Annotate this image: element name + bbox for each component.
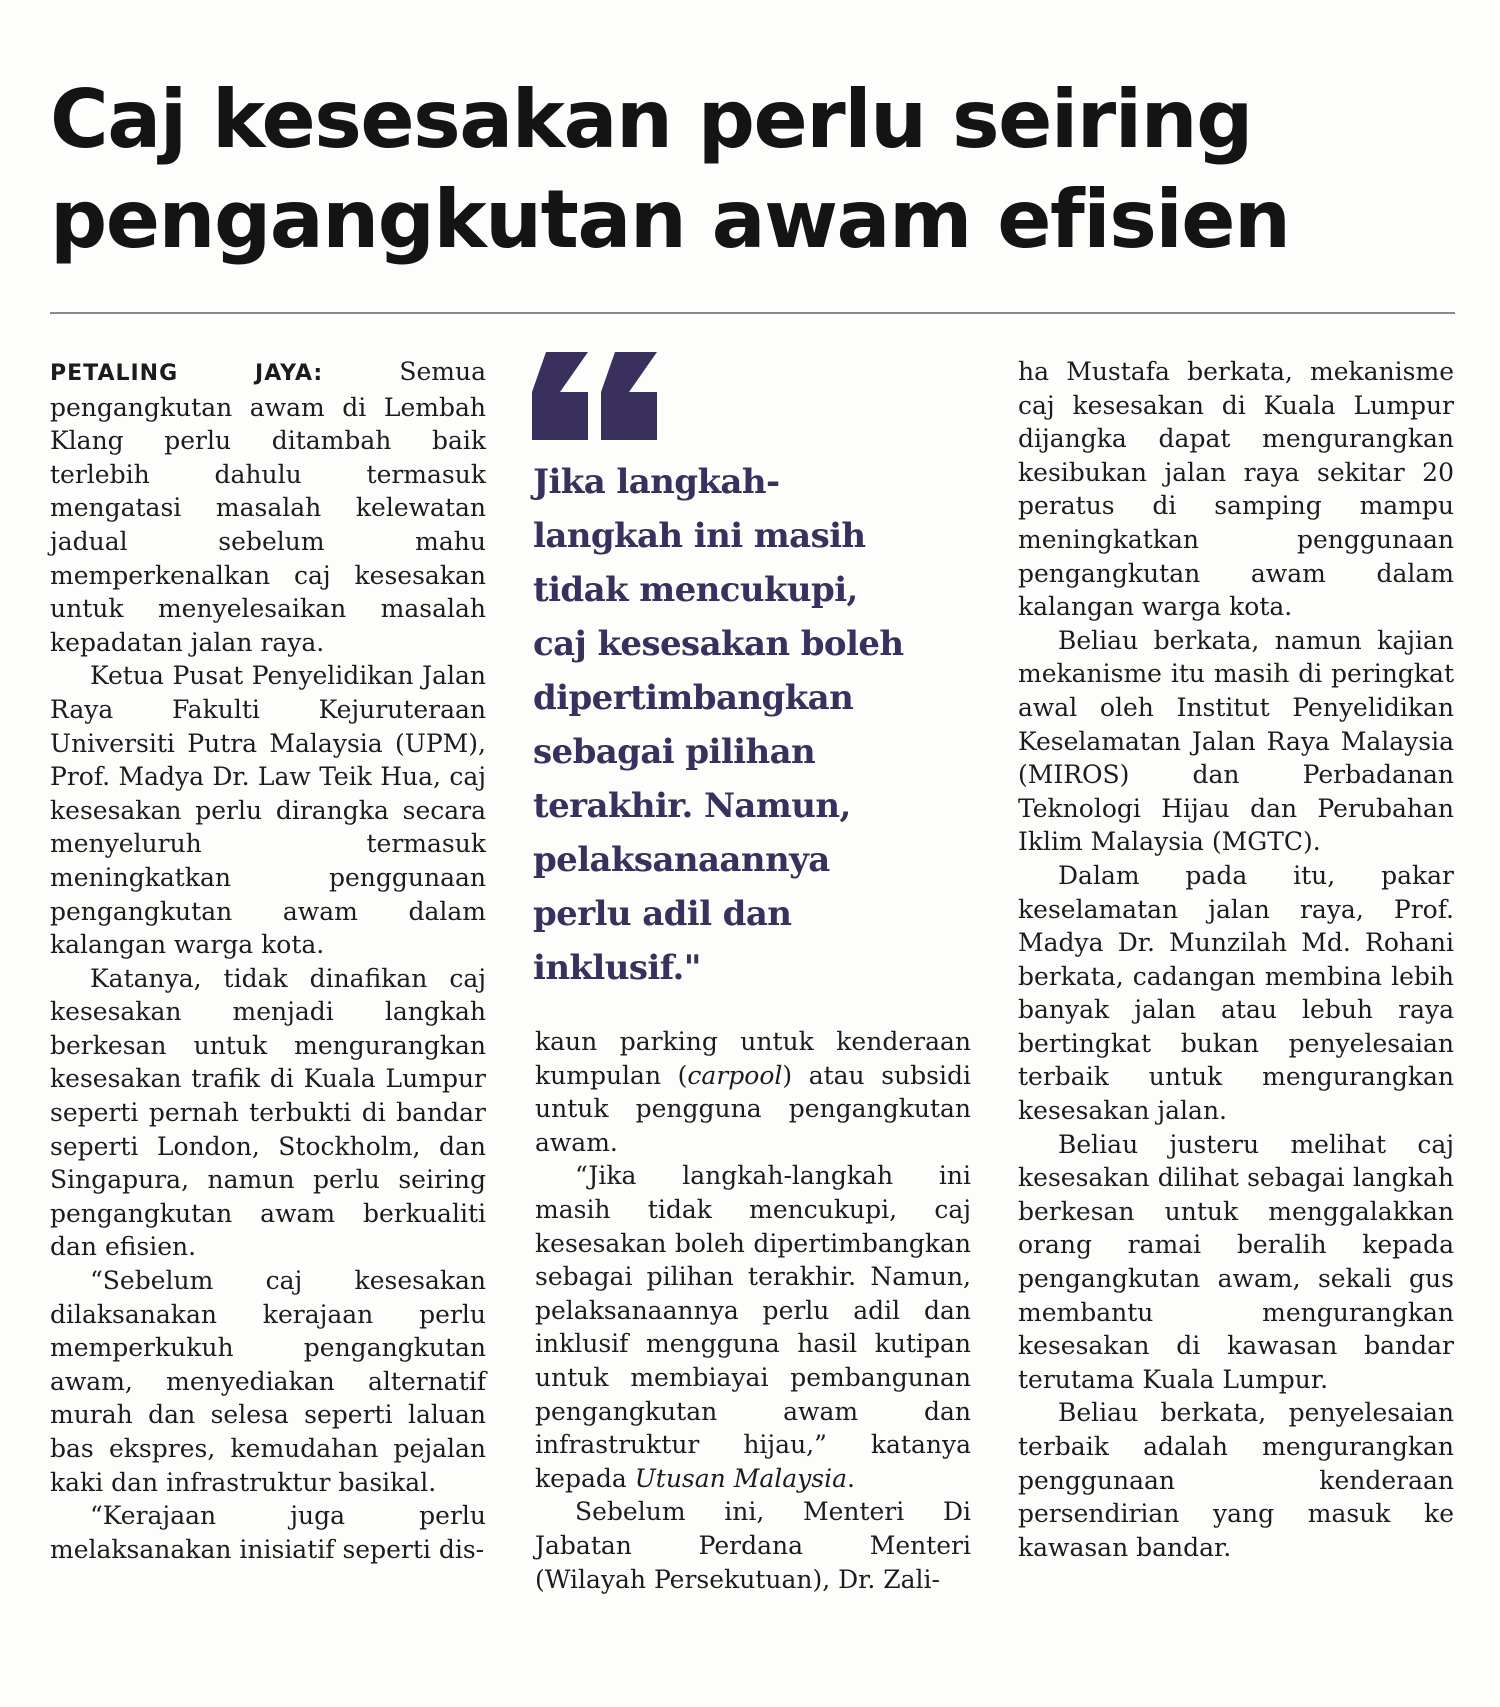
headline: [50, 70, 1460, 270]
pull-quote-line: Jika langkah-: [533, 462, 780, 502]
paragraph-6: [535, 1025, 971, 1159]
pull-quote-line: sebagai pilihan: [533, 732, 816, 772]
paragraph-1: [50, 355, 486, 659]
quote-mark-icon: [532, 352, 657, 440]
paragraph-1-text: Semua pengangkutan awam di Lembah Klang perlu ditambah baik terlebih dahulu termasuk mengatasi masalah kelewatan jadual sebelum mahu memperkenalkan caj kesesakan untuk menyelesaikan masalah kepadatan jalan raya.: [50, 357, 486, 657]
pull-quote-line: inklusif.": [533, 948, 701, 988]
paragraph-9: ha Mustafa berkata, mekanisme caj kesesakan di Kuala Lumpur dijangka dapat mengurangkan kesibukan jalan raya sekitar 20 peratus di samping mampu meningkatkan penggunaan pengangkutan awam dalam kalangan warga kota.: [1018, 357, 1454, 622]
paragraph-2: Ketua Pusat Penyelidikan Jalan Raya Fakulti Kejuruteraan Universiti Putra Malaysia (UPM), Prof. Madya Dr. Law Teik Hua, caj kesesakan perlu dirangka secara menyeluruh termasuk meningkatkan penggunaan pengangkutan awam dalam kalangan warga kota.: [50, 661, 486, 960]
paragraph-8: Sebelum ini, Menteri Di Jabatan Perdana Menteri (Wilayah Persekutuan), Dr. Zali-: [535, 1497, 971, 1594]
headline-divider: [50, 312, 1455, 314]
pull-quote-line: langkah ini masih: [533, 516, 866, 556]
headline-line-1: Caj kesesakan perlu seiring: [50, 73, 1252, 166]
paragraph-7-text: “Jika langkah-langkah ini masih tidak mencukupi, caj kesesakan boleh dipertimbangkan sebagai pilihan terakhir. Namun, pelaksanaannya perlu adil dan inklusif mengguna hasil kutipan untuk membiayai pembangunan pengangkutan awam dan infrastruktur hijau,” katanya kepada: [535, 1161, 971, 1493]
dateline: PETALING JAYA:: [50, 361, 324, 386]
paragraph-6-text-end: ) atau subsidi untuk pengguna pengangkutan awam.: [535, 1060, 971, 1157]
paragraph-4: “Sebelum caj kesesakan dilaksanakan kerajaan perlu memperkukuh pengangkutan awam, menyediakan alternatif murah dan selesa seperti laluan bas ekspres, kemudahan pejalan kaki dan infrastruktur basikal.: [50, 1266, 486, 1497]
pull-quote-line: pelaksanaannya: [533, 840, 830, 880]
article-column-1: [50, 355, 486, 1566]
paragraph-7-text-end: .: [846, 1463, 855, 1493]
pull-quote: [533, 455, 973, 995]
paragraph-6-text: kaun parking untuk kenderaan kumpulan (: [535, 1027, 971, 1090]
paragraph-12: Beliau justeru melihat caj kesesakan dilihat sebagai langkah berkesan untuk menggalakkan orang ramai beralih kepada pengangkutan awam, sekali gus membantu mengurangkan kesesakan di kawasan bandar terutama Kuala Lumpur.: [1018, 1129, 1454, 1394]
article-column-2: [535, 1025, 971, 1596]
paragraph-6-italic: carpool: [687, 1060, 783, 1090]
pull-quote-line: tidak mencukupi,: [533, 570, 858, 610]
paragraph-5: “Kerajaan juga perlu melaksanakan inisiatif seperti dis-: [50, 1501, 486, 1564]
paragraph-13: Beliau berkata, penyelesaian terbaik adalah mengurangkan penggunaan kenderaan persendirian yang masuk ke kawasan bandar.: [1018, 1398, 1454, 1562]
paragraph-7: [535, 1159, 971, 1495]
pull-quote-line: dipertimbangkan: [533, 678, 854, 718]
pull-quote-line: terakhir. Namun,: [533, 786, 851, 826]
pull-quote-line: perlu adil dan: [533, 894, 792, 934]
paragraph-7-italic: Utusan Malaysia: [634, 1463, 847, 1493]
paragraph-10: Beliau berkata, namun kajian mekanisme itu masih di peringkat awal oleh Institut Penyelidikan Keselamatan Jalan Raya Malaysia (MIROS) dan Perbadanan Teknologi Hijau dan Perubahan Iklim Malaysia (MGTC).: [1018, 625, 1454, 857]
pull-quote-line: caj kesesakan boleh: [533, 624, 904, 664]
paragraph-11: Dalam pada itu, pakar keselamatan jalan raya, Prof. Madya Dr. Munzilah Md. Rohani berkata, cadangan membina lebih banyak jalan atau lebuh raya bertingkat bukan penyelesaian terbaik untuk mengurangkan kesesakan jalan.: [1018, 860, 1454, 1126]
headline-line-2: pengangkutan awam efisien: [50, 173, 1290, 266]
article-column-3: [1018, 355, 1454, 1564]
paragraph-3: Katanya, tidak dinafikan caj kesesakan menjadi langkah berkesan untuk mengurangkan kesesakan trafik di Kuala Lumpur seperti pernah terbukti di bandar seperti London, Stockholm, dan Singapura, namun perlu seiring pengangkutan awam berkualiti dan efisien.: [50, 963, 486, 1262]
